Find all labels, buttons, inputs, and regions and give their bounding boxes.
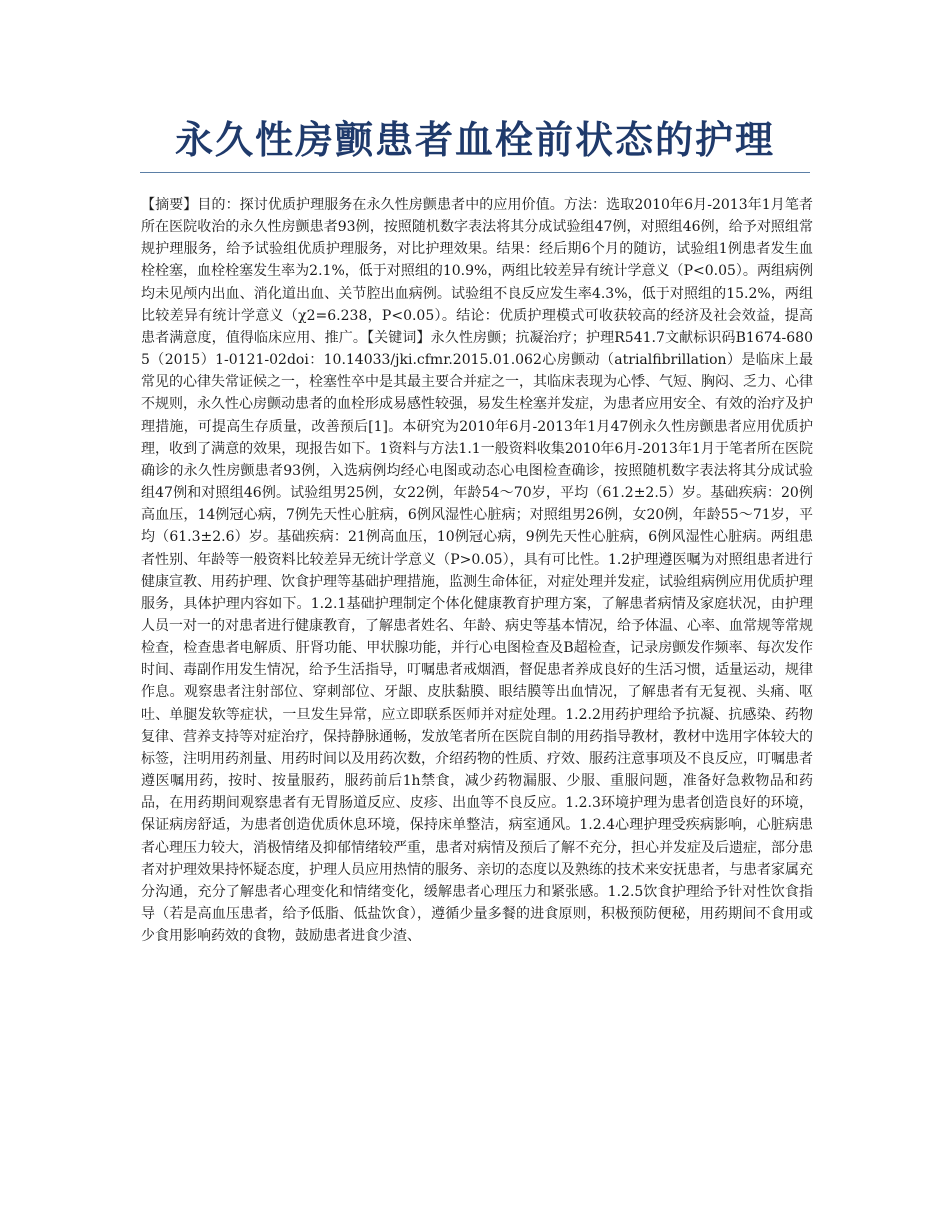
title-divider — [140, 172, 810, 173]
article-body: 【摘要】目的：探讨优质护理服务在永久性房颤患者中的应用价值。方法：选取2010年6月-2013年1月笔者所在医院收治的永久性房颤患者93例，按照随机数字表法将其分成试验组47例，对照组46例，给予对照组常规护理服务，给予试验组优质护理服务，对比护理效果。结果：经后期6个月的随访，试验组1例患者发生血栓栓塞，血栓栓塞发生率为2.1%，低于对照组的10.9%，两组比较差异有统计学意义（P<0.05）。两组病例均未见颅内出血、消化道出血、关节腔出血病例。试验组不良反应发生率4.3%，低于对照组的15.2%，两组比较差异有统计学意义（χ2=6.238，P<0.05）。结论：优质护理模式可收获较高的经济及社会效益，提高患者满意度，值得临床应用、推广。【关键词】永久性房颤；抗凝治疗；护理R541.7文献标识码B1674-6805（2015）1-0121-02doi：10.14033/jki.cfmr.2015.01.062心房颤动（atrialfibrillation）是临床上最常见的心律失常证候之一，栓塞性卒中是其最主要合并症之一，其临床表现为心悸、气短、胸闷、乏力、心律不规则，永久性心房颤动患者的血栓形成易感性较强，易发生栓塞并发症，为患者应用安全、有效的治疗及护理措施，可提高生存质量，改善预后[1]。本研究为2010年6月-2013年1月47例永久性房颤患者应用优质护理，收到了满意的效果，现报告如下。1资料与方法1.1一般资料收集2010年6月-2013年1月于笔者所在医院确诊的永久性房颤患者93例，入选病例均经心电图或动态心电图检查确诊，按照随机数字表法将其分成试验组47例和对照组46例。试验组男25例，女22例，年龄54～70岁，平均（61.2±2.5）岁。基础疾病：20例高血压，14例冠心病，7例先天性心脏病，6例风湿性心脏病；对照组男26例，女20例，年龄55～71岁，平均（61.3±2.6）岁。基础疾病：21例高血压，10例冠心病，9例先天性心脏病，6例风湿性心脏病。两组患者性别、年龄等一般资料比较差异无统计学意义（P>0.05），具有可比性。1.2护理遵医嘱为对照组患者进行健康宣教、用药护理、饮食护理等基础护理措施，监测生命体征，对症处理并发症，试验组病例应用优质护理服务，具体护理内容如下。1.2.1基础护理制定个体化健康教育护理方案，了解患者病情及家庭状况，由护理人员一对一的对患者进行健康教育，了解患者姓名、年龄、病史等基本情况，给予体温、心率、血常规等常规检查，检查患者电解质、肝肾功能、甲状腺功能，并行心电图检查及B超检查，记录房颤发作频率、每次发作时间、毒副作用发生情况，给予生活指导，叮嘱患者戒烟酒，督促患者养成良好的生活习惯，适量运动，规律作息。观察患者注射部位、穿刺部位、牙龈、皮肤黏膜、眼结膜等出血情况，了解患者有无复视、头痛、呕吐、单腿发软等症状，一旦发生异常，应立即联系医师并对症处理。1.2.2用药护理给予抗凝、抗感染、药物复律、营养支持等对症治疗，保持静脉通畅，发放笔者所在医院自制的用药指导教材，教材中选用字体较大的标签，注明用药剂量、用药时间以及用药次数，介绍药物的性质、疗效、服药注意事项及不良反应，叮嘱患者遵医嘱用药，按时、按量服药，服药前后1h禁食，减少药物漏服、少服、重服问题，准备好急救物品和药品，在用药期间观察患者有无胃肠道反应、皮疹、出血等不良反应。1.2.3环境护理为患者创造良好的环境，保证病房舒适，为患者创造优质休息环境，保持床单整洁，病室通风。1.2.4心理护理受疾病影响，心脏病患者心理压力较大，消极情绪及抑郁情绪较严重，患者对病情及预后了解不充分，担心并发症及后遗症，部分患者对护理效果持怀疑态度，护理人员应用热情的服务、亲切的态度以及熟练的技术来安抚患者，与患者家属充分沟通，充分了解患者心理变化和情绪变化，缓解患者心理压力和紧张感。1.2.5饮食护理给予针对性饮食指导（若是高血压患者，给予低脂、低盐饮食），遵循少量多餐的进食原则，积极预防便秘，用药期间不食用或少食用影响药效的食物，鼓励患者进食少渣、 — [141, 197, 813, 945]
page-title: 永久性房颤患者血栓前状态的护理 — [174, 118, 775, 162]
